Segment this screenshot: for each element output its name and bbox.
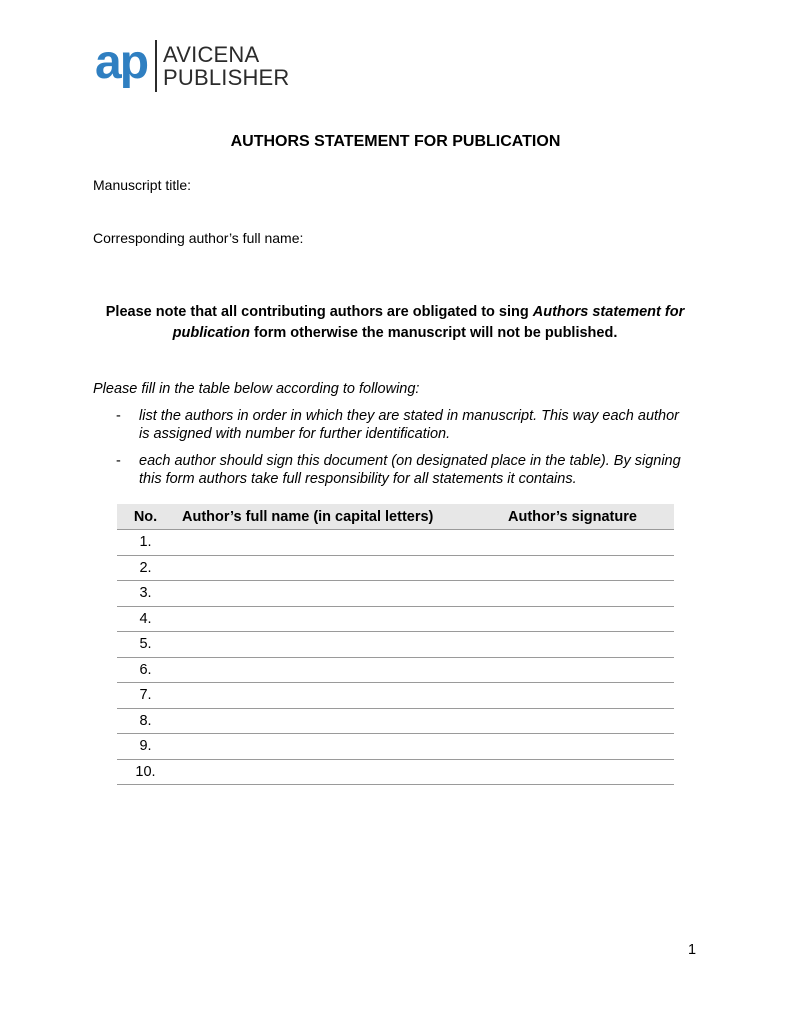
logo-mark: ap	[95, 36, 148, 89]
row-number: 6.	[117, 657, 174, 683]
instruction-item	[93, 407, 683, 443]
author-signature-cell[interactable]	[494, 759, 674, 785]
notice-part1: Please note that all contributing authors are obligated to sing	[105, 304, 533, 320]
header-signature: Author’s signature	[494, 504, 674, 530]
table-row	[117, 530, 674, 556]
instructions-intro: Please fill in the table below according to following:	[93, 381, 420, 397]
logo-divider	[155, 40, 157, 92]
author-signature-cell[interactable]	[494, 555, 674, 581]
author-signature-cell[interactable]	[494, 530, 674, 556]
author-name-cell[interactable]	[174, 734, 494, 760]
row-number: 1.	[117, 530, 174, 556]
authors-table	[117, 504, 674, 785]
author-name-cell[interactable]	[174, 555, 494, 581]
author-name-cell[interactable]	[174, 581, 494, 607]
page-number: 1	[688, 942, 697, 958]
corresponding-author-label: Corresponding author’s full name:	[93, 230, 304, 246]
table-row	[117, 683, 674, 709]
author-signature-cell[interactable]	[494, 683, 674, 709]
table-row	[117, 708, 674, 734]
instruction-text: list the authors in order in which they are stated in manuscript. This way each author is assigned with number for further identification.	[139, 408, 679, 442]
logo-text-line2: PUBLISHER	[163, 65, 290, 90]
row-number: 5.	[117, 632, 174, 658]
author-name-cell[interactable]	[174, 606, 494, 632]
table-row	[117, 759, 674, 785]
table-row	[117, 632, 674, 658]
row-number: 8.	[117, 708, 174, 734]
author-name-cell[interactable]	[174, 530, 494, 556]
table-row	[117, 581, 674, 607]
logo-text-line1: AVICENA	[163, 42, 260, 67]
publisher-logo	[95, 38, 290, 94]
instruction-item	[93, 452, 683, 488]
author-signature-cell[interactable]	[494, 632, 674, 658]
row-number: 7.	[117, 683, 174, 709]
author-signature-cell[interactable]	[494, 606, 674, 632]
instructions-list	[93, 407, 683, 497]
author-name-cell[interactable]	[174, 657, 494, 683]
author-name-cell[interactable]	[174, 708, 494, 734]
author-name-cell[interactable]	[174, 683, 494, 709]
bullet-dash: -	[116, 453, 121, 469]
table-header-row	[117, 504, 674, 530]
row-number: 3.	[117, 581, 174, 607]
table-row	[117, 606, 674, 632]
author-name-cell[interactable]	[174, 632, 494, 658]
row-number: 9.	[117, 734, 174, 760]
manuscript-title-label: Manuscript title:	[93, 177, 192, 193]
row-number: 10.	[117, 759, 174, 785]
header-name: Author’s full name (in capital letters)	[174, 504, 494, 530]
author-signature-cell[interactable]	[494, 657, 674, 683]
bullet-dash: -	[116, 408, 121, 424]
row-number: 2.	[117, 555, 174, 581]
table-row	[117, 657, 674, 683]
logo-text	[163, 43, 290, 89]
document-title: AUTHORS STATEMENT FOR PUBLICATION	[230, 133, 561, 150]
header-no: No.	[117, 504, 174, 530]
author-name-cell[interactable]	[174, 759, 494, 785]
row-number: 4.	[117, 606, 174, 632]
table-row	[117, 555, 674, 581]
author-signature-cell[interactable]	[494, 581, 674, 607]
notice-form-name: Authors statement for publication	[172, 304, 685, 341]
notice-part3: form otherwise the manuscript will not be published.	[249, 324, 618, 341]
author-signature-cell[interactable]	[494, 708, 674, 734]
table-row	[117, 734, 674, 760]
instruction-text: each author should sign this document (on designated place in the table). By signing this form authors take full responsibility for all statements it contains.	[139, 453, 681, 487]
author-signature-cell[interactable]	[494, 734, 674, 760]
publication-notice	[93, 302, 697, 343]
